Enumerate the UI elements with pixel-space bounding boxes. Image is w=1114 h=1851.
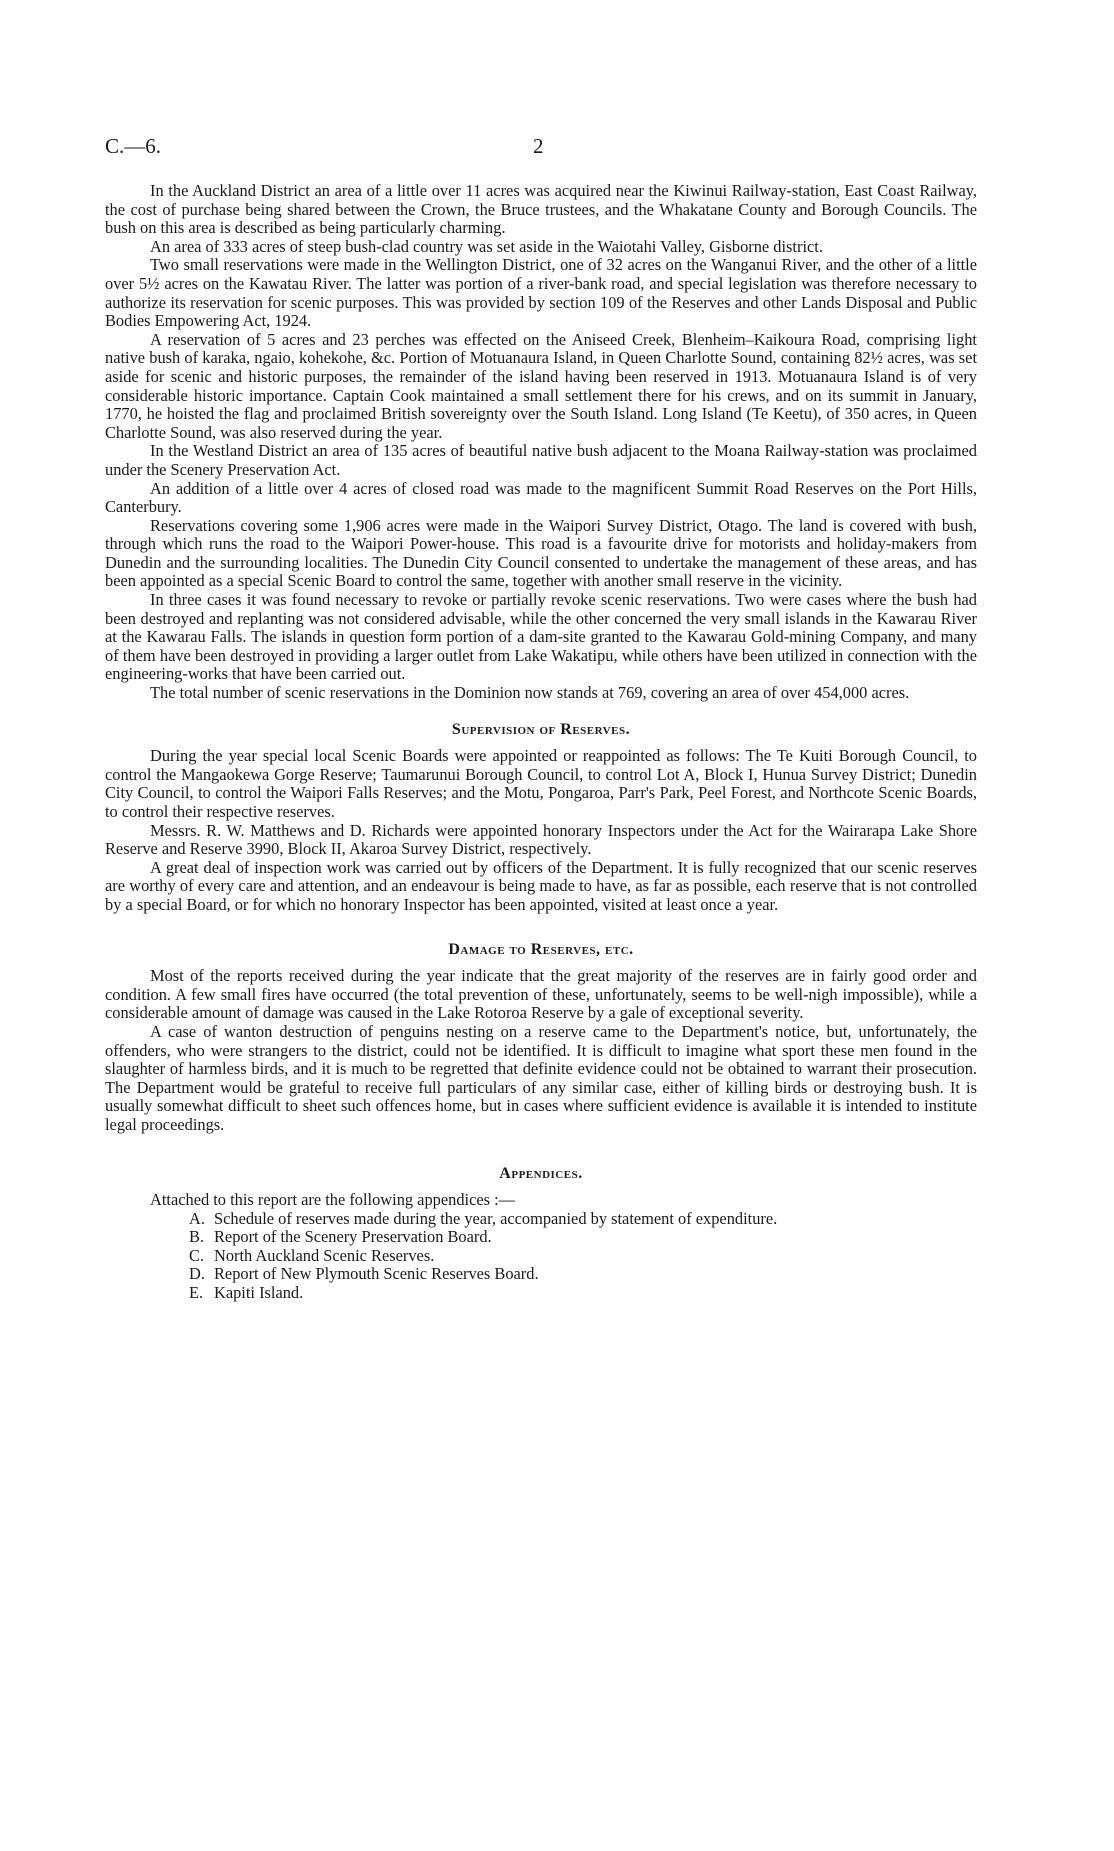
paragraph: A great deal of inspection work was carried out by officers of the Department. It is fully recognized that our scenic reserves are worthy of every care and attention, and an endeavour is being made to have, as far as possible, each reserve that is not controlled by a special Board, or for which no honorary Inspector has been appointed, visited at least once a year. xyxy=(105,857,977,914)
intro-section xyxy=(105,182,977,703)
appendices-section xyxy=(105,1191,977,1303)
paragraph: Two small reservations were made in the Wellington District, one of 32 acres on the Wanganui River, and the other of a little over 5½ acres on the Kawatau River. The latter was portion of a river-bank road, and special legislation was therefore necessary to authorize its reservation for scenic purposes. This was provided by section 109 of the Reserves and other Lands Disposal and Public Bodies Empowering Act, 1924. xyxy=(105,255,977,331)
appendix-title: North Auckland Scenic Reserves. xyxy=(214,1245,435,1265)
appendix-letter: D. xyxy=(189,1264,205,1284)
document-code: C.—6. xyxy=(105,134,162,158)
section-heading-supervision: Supervision of Reserves. xyxy=(451,720,631,738)
appendix-title: Report of the Scenery Preservation Board. xyxy=(214,1227,492,1247)
appendix-item xyxy=(189,1228,977,1247)
paragraph: In three cases it was found necessary to revoke or partially revoke scenic reservations. Two were cases where the bush had been destroyed and replanting was not considered advisable, while the other concerned the very small islands in the Kawarau River at the Kawarau Falls. The islands in question form portion of a dam-site granted to the Kawarau Gold-mining Company, and many of them have been destroyed in providing a larger outlet from Lake Wakatipu, while others have been utilized in connection with the engineering-works that have been carried out. xyxy=(105,590,977,684)
page-number: 2 xyxy=(533,134,544,158)
paragraph: Most of the reports received during the year indicate that the great majority of the reserves are in fairly good order and condition. A few small fires have occurred (the total prevention of these, unfortunately, seems to be well-nigh impossible), while a considerable amount of damage was caused in the Lake Rotoroa Reserve by a gale of exceptional severity. xyxy=(105,966,977,1023)
appendix-letter: A. xyxy=(189,1208,205,1228)
paragraph: In the Westland District an area of 135 acres of beautiful native bush adjacent to the Moana Railway-station was proclaimed under the Scenery Preservation Act. xyxy=(105,441,977,479)
paragraph: A case of wanton destruction of penguins nesting on a reserve came to the Department's notice, but, unfortunately, the offenders, who were strangers to the district, could not be identified. It is difficult to imagine what sport these men found in the slaughter of harmless birds, and it is much to be regretted that definite evidence could not be obtained to warrant their prosecution. The Department would be grateful to receive full particulars of any similar case, either of killing birds or destroying bush. It is usually somewhat difficult to sheet such offences home, but in cases where sufficient evidence is available it is intended to institute legal proceedings. xyxy=(105,1021,977,1134)
appendix-letter: C. xyxy=(189,1245,205,1265)
section-heading-appendices: Appendices. xyxy=(499,1164,583,1182)
paragraph: The total number of scenic reservations in the Dominion now stands at 769, covering an area of over 454,000 acres. xyxy=(150,683,910,703)
paragraph: Reservations covering some 1,906 acres were made in the Waipori Survey District, Otago. The land is covered with bush, through which runs the road to the Waipori Power-house. This road is a favourite drive for motorists and holiday-makers from Dunedin and the surrounding localities. The Dunedin City Council consented to undertake the management of these areas, and has been appointed as a special Scenic Board to control the same, together with another small reserve in the vicinity. xyxy=(105,515,977,591)
paragraph: In the Auckland District an area of a little over 11 acres was acquired near the Kiwinui Railway-station, East Coast Railway, the cost of purchase being shared between the Crown, the Bruce trustees, and the Whakatane County and Borough Councils. The bush on this area is described as being particularly charming. xyxy=(105,181,977,238)
paragraph: An area of 333 acres of steep bush-clad country was set aside in the Waiotahi Valley, Gisborne district. xyxy=(150,236,823,256)
appendix-title: Kapiti Island. xyxy=(214,1283,304,1303)
appendices-intro: Attached to this report are the following appendices :— xyxy=(150,1190,516,1210)
appendix-item xyxy=(189,1247,977,1266)
paragraph: A reservation of 5 acres and 23 perches was effected on the Aniseed Creek, Blenheim–Kaikoura Road, comprising light native bush of karaka, ngaio, kohekohe, &c. Portion of Motuanaura Island, in Queen Charlotte Sound, containing 82½ acres, was set aside for scenic and historic purposes, the remainder of the island having been reserved in 1913. Motuanaura Island is of very considerable historic importance. Captain Cook maintained a small settlement there for his crews, and on its summit in January, 1770, he hoisted the flag and proclaimed British sovereignty over the South Island. Long Island (Te Keetu), of 350 acres, in Queen Charlotte Sound, was also reserved during the year. xyxy=(105,329,977,442)
appendix-list xyxy=(105,1210,977,1303)
page-header xyxy=(105,134,975,164)
paragraph: An addition of a little over 4 acres of closed road was made to the magnificent Summit Road Reserves on the Port Hills, Canterbury. xyxy=(105,478,977,517)
supervision-section xyxy=(105,747,977,914)
section-heading-damage: Damage to Reserves, etc. xyxy=(448,940,634,958)
appendix-item xyxy=(189,1210,977,1229)
appendix-item xyxy=(189,1265,977,1284)
appendix-letter: E. xyxy=(189,1283,204,1303)
paragraph: During the year special local Scenic Boards were appointed or reappointed as follows: The Te Kuiti Borough Council, to control the Mangaokewa Gorge Reserve; Taumarunui Borough Council, to control Lot A, Block I, Hunua Survey District; Dunedin City Council, to control the Waipori Falls Reserves; and the Motu, Pongaroa, Parr's Park, Peel Forest, and Northcote Scenic Boards, to control their respective reserves. xyxy=(105,746,977,821)
damage-section xyxy=(105,967,977,1134)
document-body xyxy=(105,182,977,1303)
appendix-title: Schedule of reserves made during the year, accompanied by statement of expenditure. xyxy=(214,1208,778,1228)
appendix-item xyxy=(189,1284,977,1303)
appendix-letter: B. xyxy=(189,1227,205,1247)
paragraph: Messrs. R. W. Matthews and D. Richards were appointed honorary Inspectors under the Act for the Wairarapa Lake Shore Reserve and Reserve 3990, Block II, Akaroa Survey District, respectively. xyxy=(105,820,977,859)
appendix-title: Report of New Plymouth Scenic Reserves Board. xyxy=(214,1264,539,1284)
